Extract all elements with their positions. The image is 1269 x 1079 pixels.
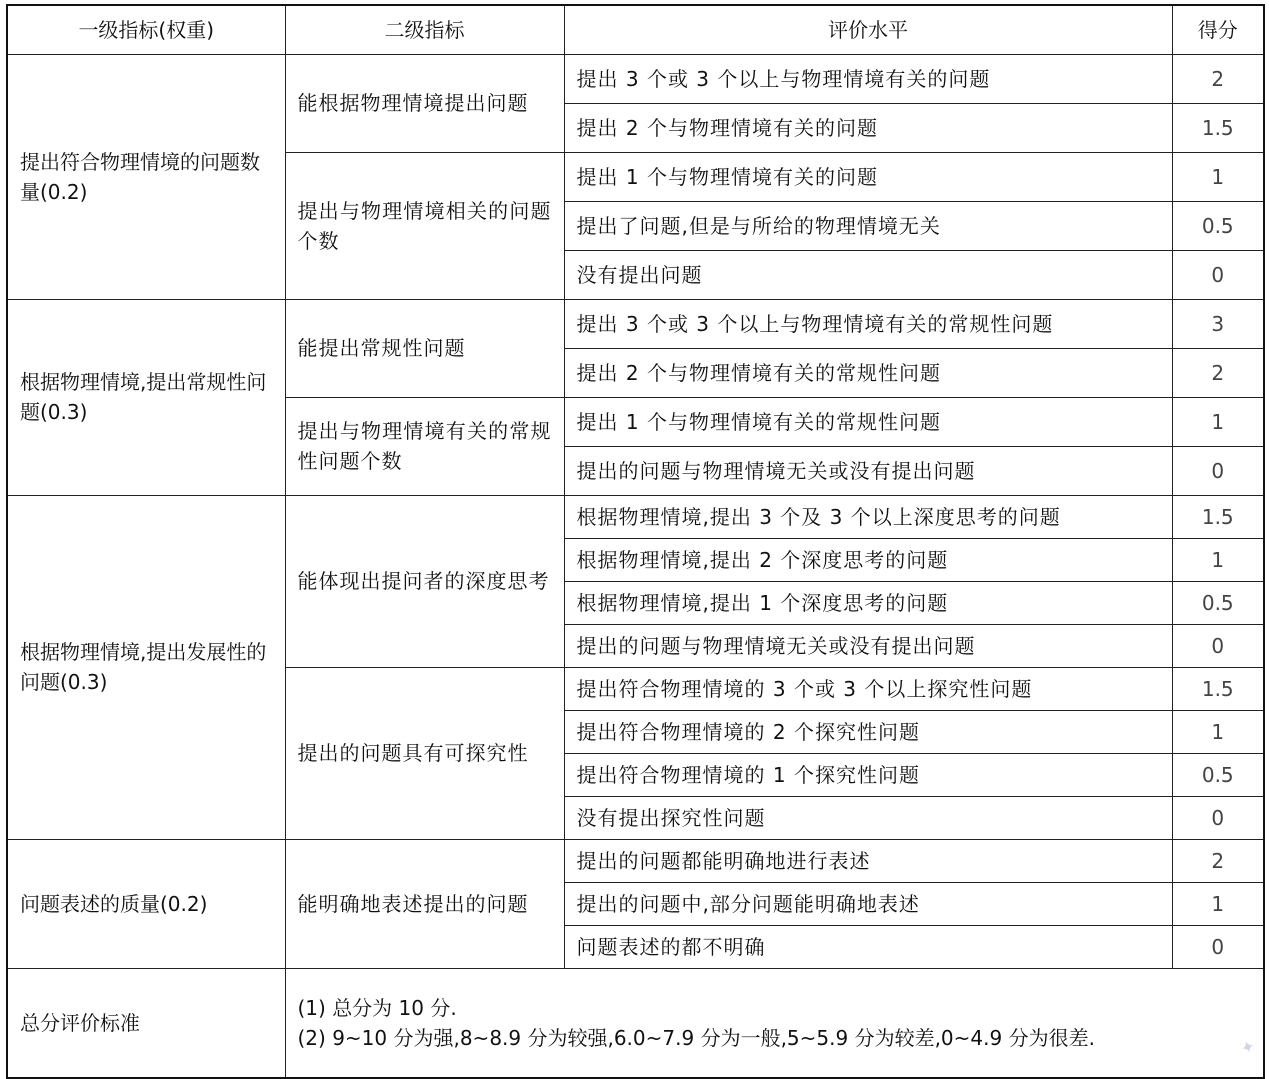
score-cell: 1 (1172, 538, 1264, 581)
level1-indicator: 根据物理情境,提出常规性问题(0.3) (7, 299, 285, 495)
evaluation-level: 提出 1 个与物理情境有关的问题 (564, 152, 1172, 201)
score-cell: 0 (1172, 624, 1264, 667)
score-cell: 1 (1172, 710, 1264, 753)
evaluation-level: 提出的问题与物理情境无关或没有提出问题 (564, 624, 1172, 667)
level1-indicator: 问题表述的质量(0.2) (7, 839, 285, 968)
evaluation-level: 提出 3 个或 3 个以上与物理情境有关的问题 (564, 54, 1172, 103)
level2-indicator: 提出与物理情境相关的问题个数 (285, 152, 564, 299)
header-evaluation-level: 评价水平 (564, 5, 1172, 54)
evaluation-level: 问题表述的都不明确 (564, 925, 1172, 968)
evaluation-level: 提出 2 个与物理情境有关的问题 (564, 103, 1172, 152)
evaluation-level: 提出符合物理情境的 2 个探究性问题 (564, 710, 1172, 753)
score-cell: 0.5 (1172, 581, 1264, 624)
evaluation-level: 提出的问题与物理情境无关或没有提出问题 (564, 446, 1172, 495)
score-cell: 1 (1172, 882, 1264, 925)
score-cell: 1.5 (1172, 495, 1264, 538)
total-criteria-line-2: (2) 9~10 分为强,8~8.9 分为较强,6.0~7.9 分为一般,5~5.9 分为较差,0~4.9 分为很差. (297, 1025, 1095, 1050)
evaluation-level: 根据物理情境,提出 2 个深度思考的问题 (564, 538, 1172, 581)
score-cell: 0 (1172, 250, 1264, 299)
score-cell: 1.5 (1172, 103, 1264, 152)
header-level1: 一级指标(权重) (7, 5, 285, 54)
table-row (7, 299, 1264, 348)
evaluation-level: 提出符合物理情境的 3 个或 3 个以上探究性问题 (564, 667, 1172, 710)
table-row (7, 495, 1264, 538)
level1-indicator: 根据物理情境,提出发展性的问题(0.3) (7, 495, 285, 839)
table-row (7, 839, 1264, 882)
header-score: 得分 (1172, 5, 1264, 54)
level2-indicator: 提出的问题具有可探究性 (285, 667, 564, 839)
evaluation-level: 提出 1 个与物理情境有关的常规性问题 (564, 397, 1172, 446)
evaluation-level: 根据物理情境,提出 1 个深度思考的问题 (564, 581, 1172, 624)
watermark: ✦ (1238, 1036, 1258, 1060)
header-row (7, 5, 1264, 54)
score-cell: 0 (1172, 925, 1264, 968)
total-criteria-line-1: (1) 总分为 10 分. (297, 995, 457, 1020)
score-cell: 0.5 (1172, 753, 1264, 796)
score-cell: 1 (1172, 397, 1264, 446)
score-cell: 0 (1172, 796, 1264, 839)
evaluation-level: 提出的问题中,部分问题能明确地表述 (564, 882, 1172, 925)
total-label: 总分评价标准 (7, 968, 285, 1078)
evaluation-level: 没有提出问题 (564, 250, 1172, 299)
level1-indicator: 提出符合物理情境的问题数量(0.2) (7, 54, 285, 299)
score-cell: 2 (1172, 348, 1264, 397)
evaluation-level: 提出了问题,但是与所给的物理情境无关 (564, 201, 1172, 250)
level2-indicator: 能明确地表述提出的问题 (285, 839, 564, 968)
score-cell: 0 (1172, 446, 1264, 495)
evaluation-level: 根据物理情境,提出 3 个及 3 个以上深度思考的问题 (564, 495, 1172, 538)
evaluation-level: 提出的问题都能明确地进行表述 (564, 839, 1172, 882)
evaluation-level: 提出 3 个或 3 个以上与物理情境有关的常规性问题 (564, 299, 1172, 348)
total-criteria (285, 968, 1264, 1078)
evaluation-level: 提出符合物理情境的 1 个探究性问题 (564, 753, 1172, 796)
level2-indicator: 能根据物理情境提出问题 (285, 54, 564, 152)
evaluation-level: 没有提出探究性问题 (564, 796, 1172, 839)
evaluation-rubric-table (6, 4, 1265, 1079)
score-cell: 2 (1172, 54, 1264, 103)
score-cell: 0.5 (1172, 201, 1264, 250)
level2-indicator: 能提出常规性问题 (285, 299, 564, 397)
header-level2: 二级指标 (285, 5, 564, 54)
level2-indicator: 能体现出提问者的深度思考 (285, 495, 564, 667)
evaluation-level: 提出 2 个与物理情境有关的常规性问题 (564, 348, 1172, 397)
score-cell: 3 (1172, 299, 1264, 348)
table-row (7, 54, 1264, 103)
rubric-body (7, 54, 1264, 968)
score-cell: 2 (1172, 839, 1264, 882)
score-cell: 1 (1172, 152, 1264, 201)
total-row (7, 968, 1264, 1078)
score-cell: 1.5 (1172, 667, 1264, 710)
level2-indicator: 提出与物理情境有关的常规性问题个数 (285, 397, 564, 495)
